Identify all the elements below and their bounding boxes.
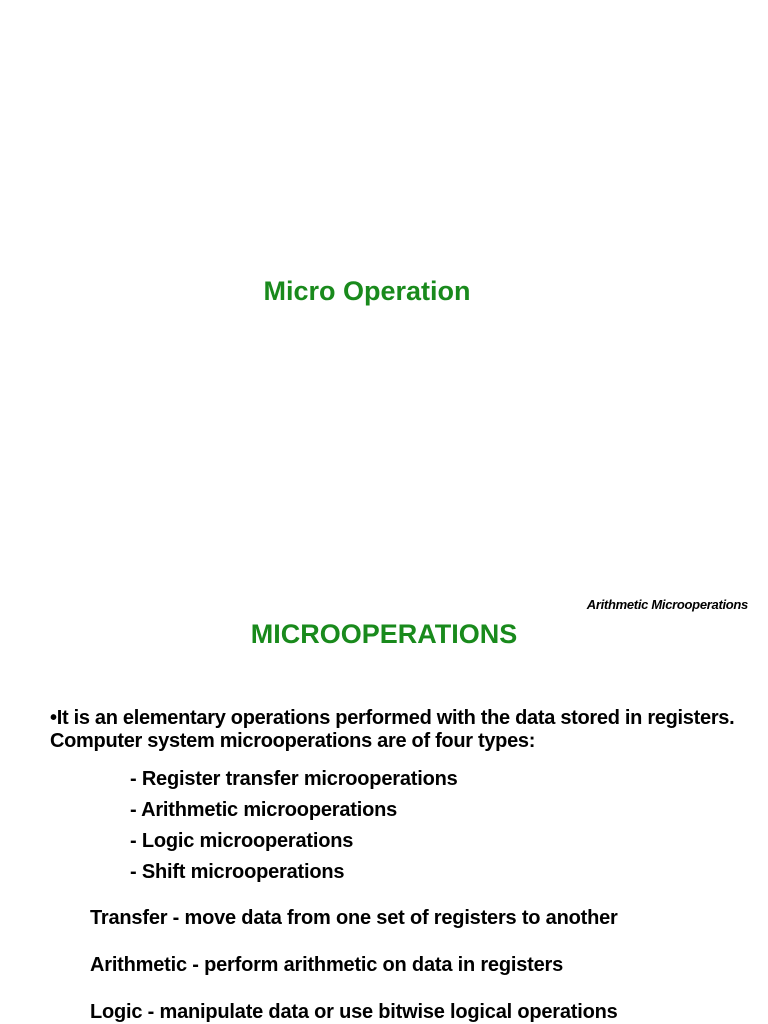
type-item-arithmetic: - Arithmetic microoperations xyxy=(130,799,398,821)
slide-title-micro-operation: Micro Operation xyxy=(263,276,471,306)
type-item-register-transfer: - Register transfer microoperations xyxy=(130,768,458,790)
type-item-shift: - Shift microoperations xyxy=(130,861,345,883)
type-item-logic: - Logic microoperations xyxy=(130,830,354,852)
slide-header-label: Arithmetic Microoperations xyxy=(586,597,748,612)
definition-logic: Logic - manipulate data or use bitwise logical operations xyxy=(90,1001,618,1023)
slide-title-microoperations: MICROOPERATIONS xyxy=(250,619,518,649)
definitions-list xyxy=(90,906,618,1024)
definition-arithmetic: Arithmetic - perform arithmetic on data in registers xyxy=(90,954,564,976)
intro-paragraph: •It is an elementary operations performed with the data stored in registers. Computer system microoperations are of four types: xyxy=(50,707,735,752)
microoperation-types-list xyxy=(130,767,458,891)
definition-transfer: Transfer - move data from one set of registers to another xyxy=(90,907,618,929)
